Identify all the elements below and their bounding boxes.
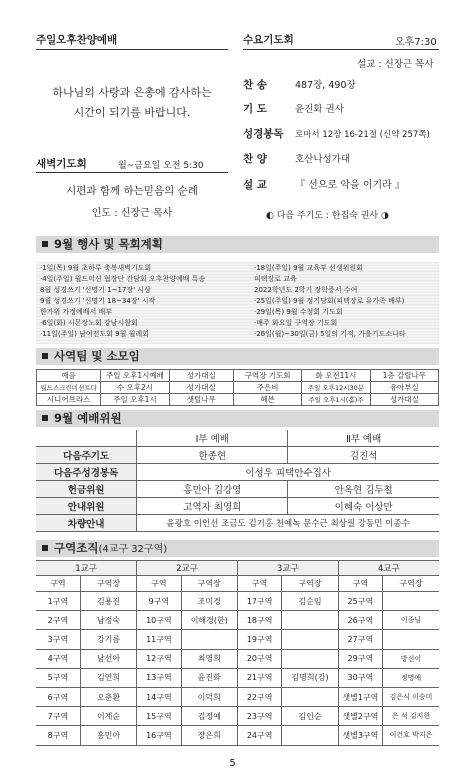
wednesday-next-prayer: ◐ 다음 주기도 : 한집숙 권사 ◑: [266, 211, 389, 221]
duty-col-header: Ⅱ부 예배: [288, 430, 439, 447]
ministry-banner: [36, 348, 439, 365]
duty-label: 안내위원: [36, 498, 137, 515]
table-cell: 이종님: [383, 611, 439, 630]
table-cell: 22구역: [237, 687, 281, 706]
column-header: 구역장: [282, 576, 338, 592]
table-cell: 오춘환: [80, 687, 136, 706]
table-cell: 예음: [37, 370, 101, 382]
table-cell: 25구역: [338, 592, 382, 611]
table-row: [36, 630, 439, 649]
table-row: [36, 498, 439, 515]
table-cell: 주일 오후1시: [101, 394, 169, 406]
table-cell: 시니어브라스: [37, 394, 101, 406]
table-cell: 최영희: [181, 649, 237, 668]
table-cell: 헤븐: [233, 394, 301, 406]
table-cell: 12구역: [137, 649, 181, 668]
table-cell: 김용진: [80, 592, 136, 611]
table-row: [36, 687, 439, 706]
table-row: [36, 649, 439, 668]
wednesday-row-key: 기 도: [243, 103, 267, 115]
dawn-prayer-title: 새벽기도회: [36, 158, 87, 170]
table-row: [36, 668, 439, 687]
sunday-worship-title: 주일오후찬양예배: [36, 34, 118, 46]
wednesday-row-prayer: [243, 101, 344, 116]
table-cell: 장은희: [181, 726, 237, 745]
column-header: 구역장: [181, 576, 237, 592]
sunday-text-line2: 시간이 되기를 바랍니다.: [73, 106, 191, 119]
table-cell: 8구역: [36, 726, 80, 745]
table-cell: 주일 오후1시예배: [101, 370, 169, 382]
table-cell: [383, 592, 439, 611]
event-line: 한가위 가정예배서 배부: [40, 308, 113, 316]
table-cell: [282, 649, 338, 668]
table-row: [37, 382, 439, 394]
table-cell: 24구역: [237, 726, 281, 745]
events-banner: [36, 236, 439, 253]
bullet-square-icon: [42, 241, 48, 247]
table-row: [36, 430, 439, 447]
table-cell: [282, 611, 338, 630]
table-cell: 유아부실: [370, 382, 438, 394]
districts-banner: [36, 540, 439, 557]
table-cell: 이덕희: [181, 687, 237, 706]
table-row: [36, 576, 439, 592]
wednesday-row-key: 찬 송: [243, 79, 267, 91]
wednesday-row-value: 487장, 490장: [295, 80, 356, 91]
table-cell: 윤진화: [181, 668, 237, 687]
table-cell: 샛별1구역: [338, 687, 382, 706]
districts-body: [36, 592, 439, 746]
event-line: ·4일(주일) 월드미션 협장단 간담회 오후찬양예배 특송: [40, 275, 206, 283]
table-row: [36, 464, 439, 481]
table-cell: 이혜숙 이상만: [288, 498, 439, 515]
parish-header: 2교구: [137, 561, 238, 576]
parish-header: 4교구: [338, 561, 439, 576]
table-row: [36, 447, 439, 464]
table-cell: 4구역: [36, 649, 80, 668]
table-cell: 은 석 김지현: [383, 707, 439, 726]
table-cell: [282, 726, 338, 745]
table-cell: 수 오후2시: [101, 382, 169, 394]
districts-title: 구역조직: [54, 541, 99, 555]
parish-header: 1교구: [36, 561, 137, 576]
table-cell: 김진석: [288, 447, 439, 464]
table-cell: 3구역: [36, 630, 80, 649]
wednesday-prayer-time: 오후7:30: [395, 37, 437, 48]
table-row: [36, 592, 439, 611]
table-cell: 김정예: [181, 707, 237, 726]
duty-title: 9월 예배위원: [54, 411, 122, 425]
table-cell: 주은비: [233, 382, 301, 394]
bullet-square-icon: [42, 415, 48, 421]
table-cell: 26구역: [338, 611, 382, 630]
table-cell: 월드스크린미션트다: [37, 382, 101, 394]
table-cell: 김명희(강): [282, 668, 338, 687]
event-line: ·매주 화요일 구역장 기도회: [254, 319, 338, 327]
table-cell: [181, 630, 237, 649]
wednesday-row-key: 찬 양: [243, 153, 267, 165]
table-cell: 남선아: [80, 649, 136, 668]
table-cell: 방선이: [383, 649, 439, 668]
table-cell: 샛별2구역: [338, 707, 382, 726]
events-list: [36, 262, 439, 344]
table-cell: 한종현: [137, 447, 288, 464]
column-header: 구역장: [383, 576, 439, 592]
wednesday-preacher: 설교 : 신장근 목사: [357, 59, 434, 70]
table-cell: 주일 오후1시(홀)주: [302, 394, 370, 406]
table-cell: 2구역: [36, 611, 80, 630]
table-cell: 성가대실: [169, 370, 233, 382]
table-cell: 홍민아: [80, 726, 136, 745]
column-header: 구역장: [80, 576, 136, 592]
table-cell: 성가대실: [370, 394, 438, 406]
table-cell: 화 오전11시: [302, 370, 370, 382]
page-number: 5: [229, 758, 236, 769]
wednesday-row-value: 호산나성가대: [295, 154, 351, 165]
events-title: 9월 행사 및 목회계획: [54, 237, 163, 251]
table-cell: 조미경: [181, 592, 237, 611]
table-cell: 김인순: [282, 707, 338, 726]
event-line: ·29일(목) 9월 수청회 기도회: [254, 308, 343, 316]
table-row: [36, 561, 439, 576]
table-cell: 27구역: [338, 630, 382, 649]
column-header: 구역: [137, 576, 181, 592]
table-cell: 홍민아 김강영: [137, 481, 288, 498]
wednesday-row-sermon: [243, 176, 405, 192]
dawn-prayer-leader: 인도 : 신장근 목사: [91, 208, 173, 219]
event-line: ·11일(주일) 남여전도회 9월 월례회: [40, 330, 149, 338]
table-cell: 9구역: [137, 592, 181, 611]
column-header: 구역: [237, 576, 281, 592]
table-cell: 1구역: [36, 592, 80, 611]
table-row: [37, 394, 439, 406]
table-cell: 11구역: [137, 630, 181, 649]
bullet-square-icon: [42, 545, 48, 551]
table-cell: [282, 630, 338, 649]
districts-subtitle: (4교구 32구역): [98, 544, 168, 555]
table-cell: 이건호 박지은: [383, 726, 439, 745]
table-cell: [383, 630, 439, 649]
table-cell: 고역자 최영희: [137, 498, 288, 515]
districts-table: [36, 560, 439, 746]
event-line: ·18일(주일) 9월 교육부 선생위원회: [254, 264, 363, 272]
wednesday-row-value: 윤진화 권사: [295, 104, 344, 115]
dawn-prayer-time: 월~금요일 오전 5:30: [118, 161, 204, 171]
event-line: ·25일(주일) 9월 정기당회(피택장로 유가족 배부): [254, 297, 405, 305]
table-cell: 김순임: [282, 592, 338, 611]
table-cell: 윤광호 이인선 조금도 김기홍 천예녹 문수근 최상필 강동민 이종수: [137, 515, 439, 532]
table-cell: 13구역: [137, 668, 181, 687]
table-cell: 6구역: [36, 687, 80, 706]
column-header: 구역: [338, 576, 382, 592]
table-cell: 남정숙: [80, 611, 136, 630]
wednesday-row-scripture: [243, 126, 430, 141]
wednesday-row-hymn: [243, 77, 356, 92]
table-cell: 이해경(한): [181, 611, 237, 630]
event-line: ·6일(화) 시몬장노회 강남시찰회: [40, 319, 138, 327]
ministry-table: [36, 369, 439, 406]
table-cell: 7구역: [36, 707, 80, 726]
table-row: [36, 726, 439, 745]
table-cell: 23구역: [237, 707, 281, 726]
sunday-text-line1: 하나님의 사랑과 은총에 감사하는: [52, 86, 212, 99]
table-row: [36, 481, 439, 498]
table-cell: 14구역: [137, 687, 181, 706]
table-cell: 1층 갈릴나무: [370, 370, 438, 382]
table-cell: 강기름: [80, 630, 136, 649]
table-cell: 10구역: [137, 611, 181, 630]
wednesday-prayer-title: 수요기도회: [243, 34, 294, 46]
duty-label: 다음주기도: [36, 447, 137, 464]
wednesday-row-anthem: [243, 151, 350, 166]
duty-table: [36, 430, 439, 532]
table-cell: 29구역: [338, 649, 382, 668]
table-cell: 구역장 기도회: [233, 370, 301, 382]
table-cell: 16구역: [137, 726, 181, 745]
table-cell: 20구역: [237, 649, 281, 668]
table-cell: 이성우 피택안수집사: [137, 464, 439, 481]
table-cell: 30구역: [338, 668, 382, 687]
table-cell: 김은식 이승미: [383, 687, 439, 706]
table-cell: 정명애: [383, 668, 439, 687]
ministry-title: 사역팀 및 소모임: [54, 349, 140, 363]
event-line: 9월 성경쓰기 '신명기 18~34장' 시작: [40, 297, 156, 305]
duty-banner: [36, 410, 439, 427]
wednesday-row-key: 설 교: [243, 179, 267, 191]
table-cell: 샛별3구역: [338, 726, 382, 745]
dawn-prayer-text: 시편과 함께 하는믿음의 순례: [66, 185, 198, 197]
table-cell: 19구역: [237, 630, 281, 649]
table-cell: 15구역: [137, 707, 181, 726]
duty-label: 헌금위원: [36, 481, 137, 498]
duty-label: 다음주성경봉독: [36, 464, 137, 481]
parish-header: 3교구: [237, 561, 338, 576]
table-cell: 김연희: [80, 668, 136, 687]
table-cell: 이계순: [80, 707, 136, 726]
event-line: ·1일(목) 9월 초하루 축복새벽기도회: [40, 264, 152, 272]
column-header: 구역: [36, 576, 80, 592]
event-line: 2022학년도 2학기 장학증서 수여: [254, 286, 358, 294]
table-row: [36, 515, 439, 532]
wednesday-row-value: 『 선으로 악을 이기라 』: [295, 180, 405, 191]
event-line: 8월 성경쓰기 '신명기 1~17장' 시상: [40, 286, 151, 294]
table-cell: 18구역: [237, 611, 281, 630]
wednesday-row-value: 로마서 12장 16-21절 (신약 257쪽): [295, 130, 430, 140]
table-cell: 17구역: [237, 592, 281, 611]
event-line: ·26일(월)~30일(금) 5일의 기적, 가을기도소나타: [254, 330, 406, 338]
duty-col-header: Ⅰ부 예배: [137, 430, 288, 447]
wednesday-title-rule: [243, 49, 439, 50]
bullet-square-icon: [42, 353, 48, 359]
table-cell: 주일 오후12시30분: [302, 382, 370, 394]
table-cell: 21구역: [237, 668, 281, 687]
dawn-title-rule: [36, 172, 228, 173]
table-cell: 성가대실: [169, 382, 233, 394]
wednesday-row-key: 성경봉독: [243, 128, 284, 140]
sunday-title-rule: [36, 49, 228, 50]
table-cell: 샛털나무: [169, 394, 233, 406]
table-row: [36, 707, 439, 726]
table-cell: [282, 687, 338, 706]
table-row: [37, 370, 439, 382]
table-row: [36, 611, 439, 630]
event-line: 피택장로 교육: [254, 275, 297, 283]
table-cell: 안옥현 김두철: [288, 481, 439, 498]
duty-label: 차량안내: [36, 515, 137, 532]
table-cell: 5구역: [36, 668, 80, 687]
